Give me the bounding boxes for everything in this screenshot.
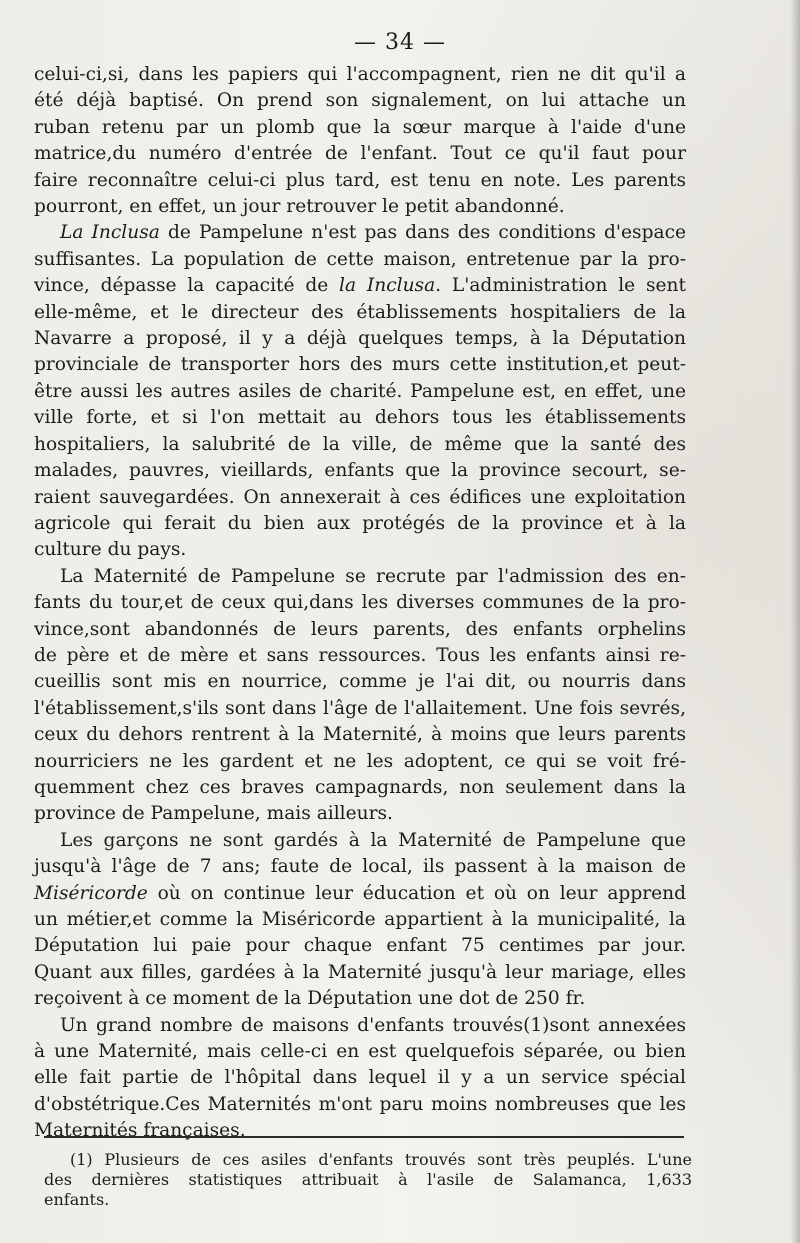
line-text: Députation lui paie pour chaque enfant 75 centimes par jour. [34, 935, 686, 957]
body-line [34, 828, 686, 854]
body-line [34, 88, 686, 114]
body-line [34, 801, 686, 827]
page-number: — 34 — [354, 30, 446, 55]
body-text [34, 62, 686, 1145]
line-text: où on continue leur éducation et où on leur apprend [147, 882, 686, 904]
line-text: agricole qui ferait du bien aux protégés de la province et à la [34, 512, 686, 534]
body-line [34, 881, 686, 907]
line-text: cueillis sont mis en nourrice, comme je l'ai dit, ou nourris dans [34, 671, 686, 693]
body-line [34, 1013, 686, 1039]
line-text: Maternités françaises. [34, 1120, 246, 1142]
line-text: Navarre a proposé, il y a déjà quelques temps, à la Députation [34, 328, 686, 350]
footnote [44, 1150, 692, 1210]
footnote-separator [44, 1136, 684, 1138]
body-line [34, 1039, 686, 1065]
italic-term: la Inclusa [339, 275, 436, 297]
body-line [34, 907, 686, 933]
line-text: un métier,et comme la Miséricorde appartient à la municipalité, la [34, 909, 686, 930]
footnote-line [44, 1190, 692, 1210]
line-text: ruban retenu par un plomb que la sœur marque à l'aide d'une [34, 116, 686, 138]
line-text: matrice,du numéro d'entrée de l'enfant. Tout ce qu'il faut pour [34, 143, 686, 165]
line-text: Quant aux filles, gardées à la Maternité jusqu'à leur mariage, elles [34, 961, 686, 983]
body-line [34, 933, 686, 959]
italic-term: Miséricorde [34, 882, 148, 904]
line-text: Un grand nombre de maisons d'enfants trouvés(1)sont annexées [60, 1014, 686, 1036]
body-line [34, 485, 686, 511]
body-line [34, 379, 686, 405]
line-text: d'obstétrique.Ces Maternités m'ont paru moins nombreuses que les [34, 1093, 686, 1115]
line-text: de père et de mère et sans ressources. Tous les enfants ainsi re- [34, 644, 686, 666]
line-text: provinciale de transporter hors des murs cette institution,et peut- [34, 354, 686, 376]
body-line [34, 352, 686, 378]
line-text: jusqu'à l'âge de 7 ans; faute de local, ils passent à la maison de [34, 856, 686, 878]
line-text: des dernières statistiques attribuait à l'asile de Salamanca, 1,633 [44, 1170, 692, 1189]
body-line [34, 405, 686, 431]
body-line [34, 511, 686, 537]
line-text: . L'administration le sent [435, 275, 686, 297]
body-line [34, 1065, 686, 1091]
line-text: enfants. [44, 1190, 110, 1209]
body-line [34, 326, 686, 352]
line-text: ville forte, et si l'on mettait au dehors tous les établissements [34, 407, 686, 429]
line-text: vince,sont abandonnés de leurs parents, des enfants orphelins [34, 618, 686, 640]
line-text: de Pampelune n'est pas dans des conditions d'espace [159, 222, 686, 244]
body-line [34, 722, 686, 748]
body-line [34, 168, 686, 194]
line-text: (1) Plusieurs de ces asiles d'enfants trouvés sont très peuplés. L'une [70, 1150, 692, 1169]
body-line [34, 300, 686, 326]
body-line [34, 960, 686, 986]
body-line [34, 590, 686, 616]
line-text: province de Pampelune, mais ailleurs. [34, 803, 393, 825]
body-line [34, 537, 686, 563]
line-text: La Maternité de Pampelune se recrute par l'admission des en- [60, 565, 686, 587]
body-line [34, 986, 686, 1012]
line-text: été déjà baptisé. On prend son signalement, on lui attache un [34, 90, 686, 112]
line-text: celui-ci,si, dans les papiers qui l'accompagnent, rien ne dit qu'il a [34, 64, 686, 85]
body-line [34, 115, 686, 141]
line-text: hospitaliers, la salubrité de la ville, de même que la santé des [34, 433, 686, 455]
body-line [34, 669, 686, 695]
body-line [34, 273, 686, 299]
page-edge-shadow [790, 0, 800, 1243]
body-line [34, 247, 686, 273]
line-text: elle fait partie de l'hôpital dans lequel il y a un service spécial [34, 1067, 686, 1089]
line-text: culture du pays. [34, 539, 187, 561]
body-line [34, 564, 686, 590]
body-line [34, 458, 686, 484]
body-line [34, 194, 686, 220]
body-line [34, 643, 686, 669]
line-text: faire reconnaître celui-ci plus tard, est tenu en note. Les parents [34, 169, 686, 191]
line-text: fants du tour,et de ceux qui,dans les diverses communes de la pro- [34, 592, 686, 614]
line-text: nourriciers ne les gardent et ne les adoptent, ce qui se voit fré- [34, 750, 686, 772]
line-text: pourront, en effet, un jour retrouver le petit abandonné. [34, 196, 565, 218]
line-text: à une Maternité, mais celle-ci en est quelquefois séparée, ou bien [34, 1041, 686, 1063]
body-line [34, 62, 686, 88]
body-line [34, 141, 686, 167]
body-line [34, 220, 686, 246]
footnote-line [44, 1170, 692, 1190]
line-text: vince, dépasse la capacité de [34, 275, 340, 297]
line-text: elle-même, et le directeur des établissements hospitaliers de la [34, 301, 686, 323]
line-text: malades, pauvres, vieillards, enfants que la province secourt, se- [34, 460, 686, 482]
line-text: être aussi les autres asiles de charité. Pampelune est, en effet, une [34, 380, 686, 402]
italic-term: La Inclusa [60, 222, 160, 244]
line-text: reçoivent à ce moment de la Députation une dot de 250 fr. [34, 988, 586, 1010]
body-line [34, 775, 686, 801]
body-line [34, 617, 686, 643]
body-line [34, 854, 686, 880]
line-text: ceux du dehors rentrent à la Maternité, à moins que leurs parents [34, 724, 686, 746]
body-line [34, 696, 686, 722]
line-text: quemment chez ces braves campagnards, non seulement dans la [34, 776, 686, 798]
line-text: raient sauvegardées. On annexerait à ces édifices une exploitation [34, 486, 686, 508]
body-line [34, 432, 686, 458]
line-text: suffisantes. La population de cette maison, entretenue par la pro- [34, 248, 686, 270]
line-text: l'établissement,s'ils sont dans l'âge de l'allaitement. Une fois sevrés, [34, 697, 686, 719]
footnote-line [44, 1150, 692, 1170]
body-line [34, 749, 686, 775]
body-line [34, 1092, 686, 1118]
line-text: Les garçons ne sont gardés à la Maternité de Pampelune que [60, 829, 686, 851]
body-line [34, 1118, 686, 1144]
